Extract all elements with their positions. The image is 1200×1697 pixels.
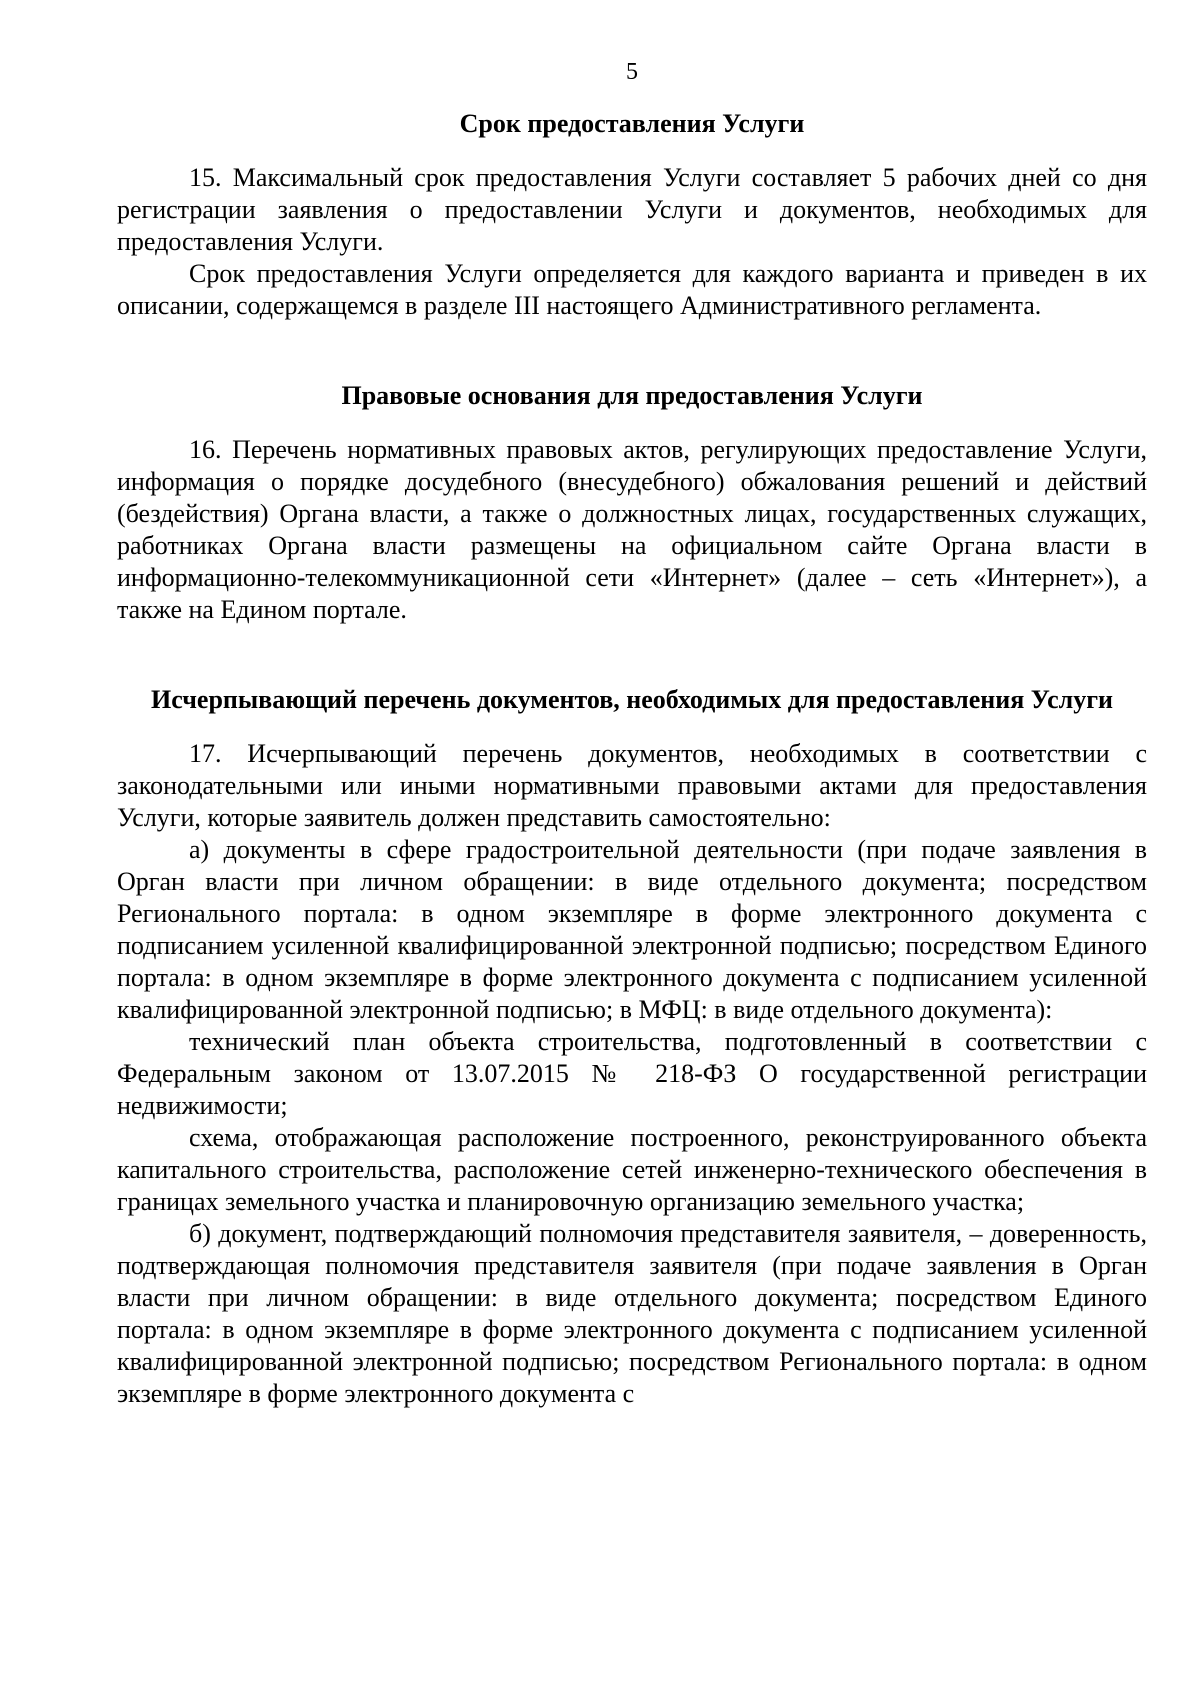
paragraph-scheme: схема, отображающая расположение построенного, реконструированного объекта капитального строительства, расположение сетей инженерно-технического обеспечения в границах земельного участка и планировочную организацию земельного участка; bbox=[117, 1123, 1147, 1216]
paragraph-term-variant: Срок предоставления Услуги определяется для каждого варианта и приведен в их описании, содержащемся в разделе III настоящего Административного регламента. bbox=[117, 259, 1147, 320]
page-number: 5 bbox=[626, 59, 638, 85]
paragraph-15: 15. Максимальный срок предоставления Услуги составляет 5 рабочих дней со дня регистрации заявления о предоставлении Услуги и документов, необходимых для предоставления Услуги. bbox=[117, 163, 1147, 256]
paragraph-17: 17. Исчерпывающий перечень документов, необходимых в соответствии с законодательными или иными нормативными правовыми актами для предоставления Услуги, которые заявитель должен представить самостоятельно: bbox=[117, 739, 1147, 832]
paragraph-16: 16. Перечень нормативных правовых актов, регулирующих предоставление Услуги, информация о порядке досудебного (внесудебного) обжалования решений и действий (бездействия) Органа власти, а также о должностных лицах, государственных служащих, работниках Органа власти размещены на официальном сайте Органа власти в информационно-телекоммуникационной сети «Интернет» (далее – сеть «Интернет»), а также на Едином портале. bbox=[117, 435, 1147, 624]
section-heading-legal-basis: Правовые основания для предоставления Услуги bbox=[341, 381, 923, 410]
document-page bbox=[117, 58, 1147, 1410]
section-heading-documents: Исчерпывающий перечень документов, необходимых для предоставления Услуги bbox=[151, 685, 1113, 714]
section-heading-term: Срок предоставления Услуги bbox=[459, 109, 805, 138]
paragraph-17-a: а) документы в сфере градостроительной деятельности (при подаче заявления в Орган власти при личном обращении: в виде отдельного документа; посредством Регионального портала: в одном экземпляре в форме электронного документа с подписанием усиленной квалифицированной электронной подписью; посредством Единого портала: в одном экземпляре в форме электронного документа с подписанием усиленной квалифицированной электронной подписью; в МФЦ: в виде отдельного документа): bbox=[117, 835, 1147, 1024]
paragraph-technical-plan: технический план объекта строительства, подготовленный в соответствии с Федеральным законом от 13.07.2015 № 218-ФЗ О государственной регистрации недвижимости; bbox=[117, 1027, 1147, 1120]
paragraph-17-b: б) документ, подтверждающий полномочия представителя заявителя, – доверенность, подтверждающая полномочия представителя заявителя (при подаче заявления в Орган власти при личном обращении: в виде отдельного документа; посредством Единого портала: в одном экземпляре в форме электронного документа с подписанием усиленной квалифицированной электронной подписью; посредством Регионального портала: в одном экземпляре в форме электронного документа с bbox=[117, 1219, 1147, 1408]
